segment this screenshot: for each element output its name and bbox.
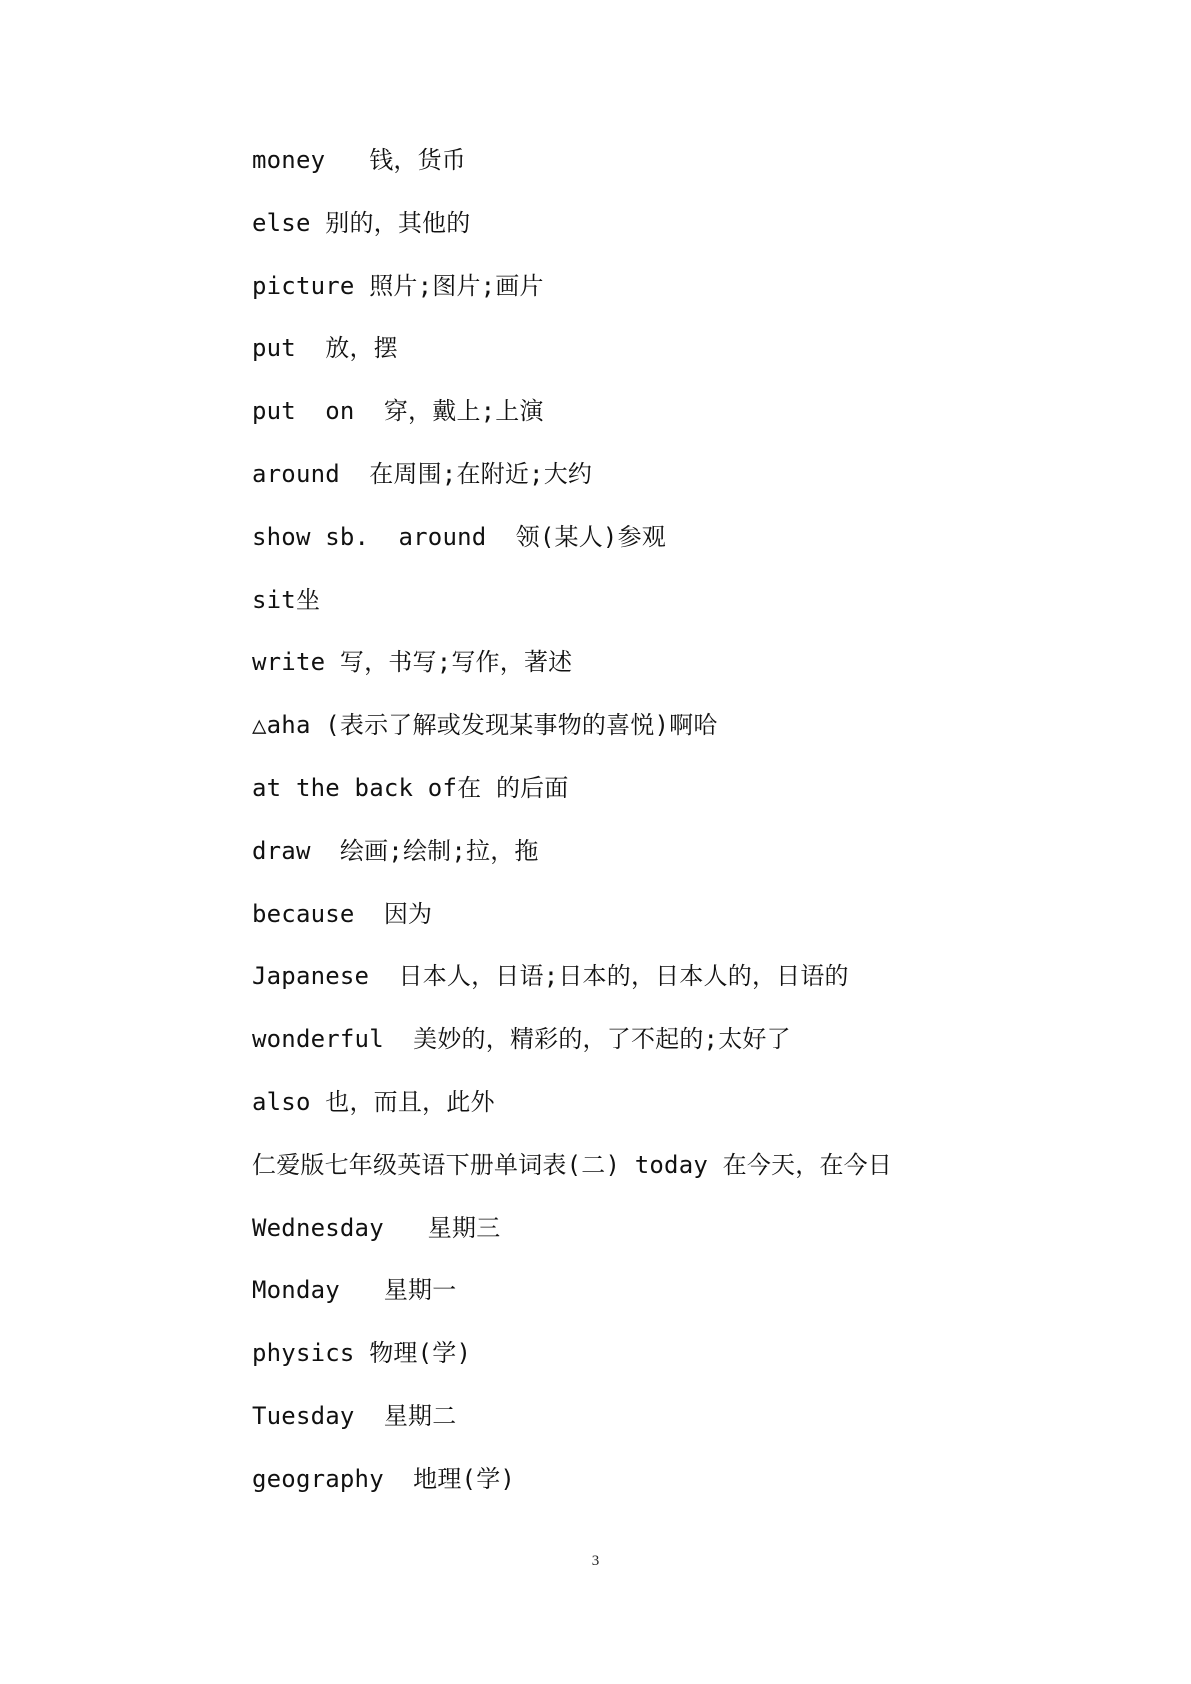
vocabulary-entry: Wednesday 星期三: [252, 1213, 501, 1242]
vocabulary-entry: Tuesday 星期二: [252, 1401, 457, 1430]
vocabulary-entry: physics 物理(学): [252, 1339, 472, 1368]
vocabulary-entry: picture 照片;图片;画片: [252, 271, 544, 300]
vocabulary-entry: at the back of在 的后面: [252, 773, 569, 802]
vocabulary-entry: △aha (表示了解或发现某事物的喜悦)啊哈: [252, 711, 718, 740]
vocabulary-entry: write 写，书写;写作，著述: [252, 648, 573, 677]
vocabulary-entry: draw 绘画;绘制;拉，拖: [252, 836, 539, 865]
section-heading-entry: 仁爱版七年级英语下册单词表(二) today 在今天，在今日: [252, 1150, 893, 1179]
vocabulary-entry: sit坐: [252, 585, 321, 614]
vocabulary-entry: also 也，而且，此外: [252, 1087, 495, 1116]
vocabulary-entry: money 钱，货币: [252, 146, 466, 174]
vocabulary-entry: put on 穿，戴上;上演: [252, 397, 544, 426]
vocabulary-entry: Japanese 日本人，日语;日本的，日本人的，日语的: [252, 962, 849, 991]
vocabulary-entry: else 别的，其他的: [252, 208, 471, 237]
vocabulary-entry: show sb. around 领(某人)参观: [252, 522, 666, 551]
page-number: 3: [591, 1553, 600, 1569]
vocabulary-entry: geography 地理(学): [252, 1464, 516, 1493]
vocabulary-entry: around 在周围;在附近;大约: [252, 459, 593, 488]
vocabulary-entry: because 因为: [252, 899, 433, 928]
vocabulary-list: [252, 140, 1112, 1522]
vocabulary-entry: Monday 星期一: [252, 1276, 457, 1305]
vocabulary-entry: wonderful 美妙的，精彩的，了不起的;太好了: [252, 1025, 791, 1054]
vocabulary-entry: put 放，摆: [252, 334, 398, 363]
